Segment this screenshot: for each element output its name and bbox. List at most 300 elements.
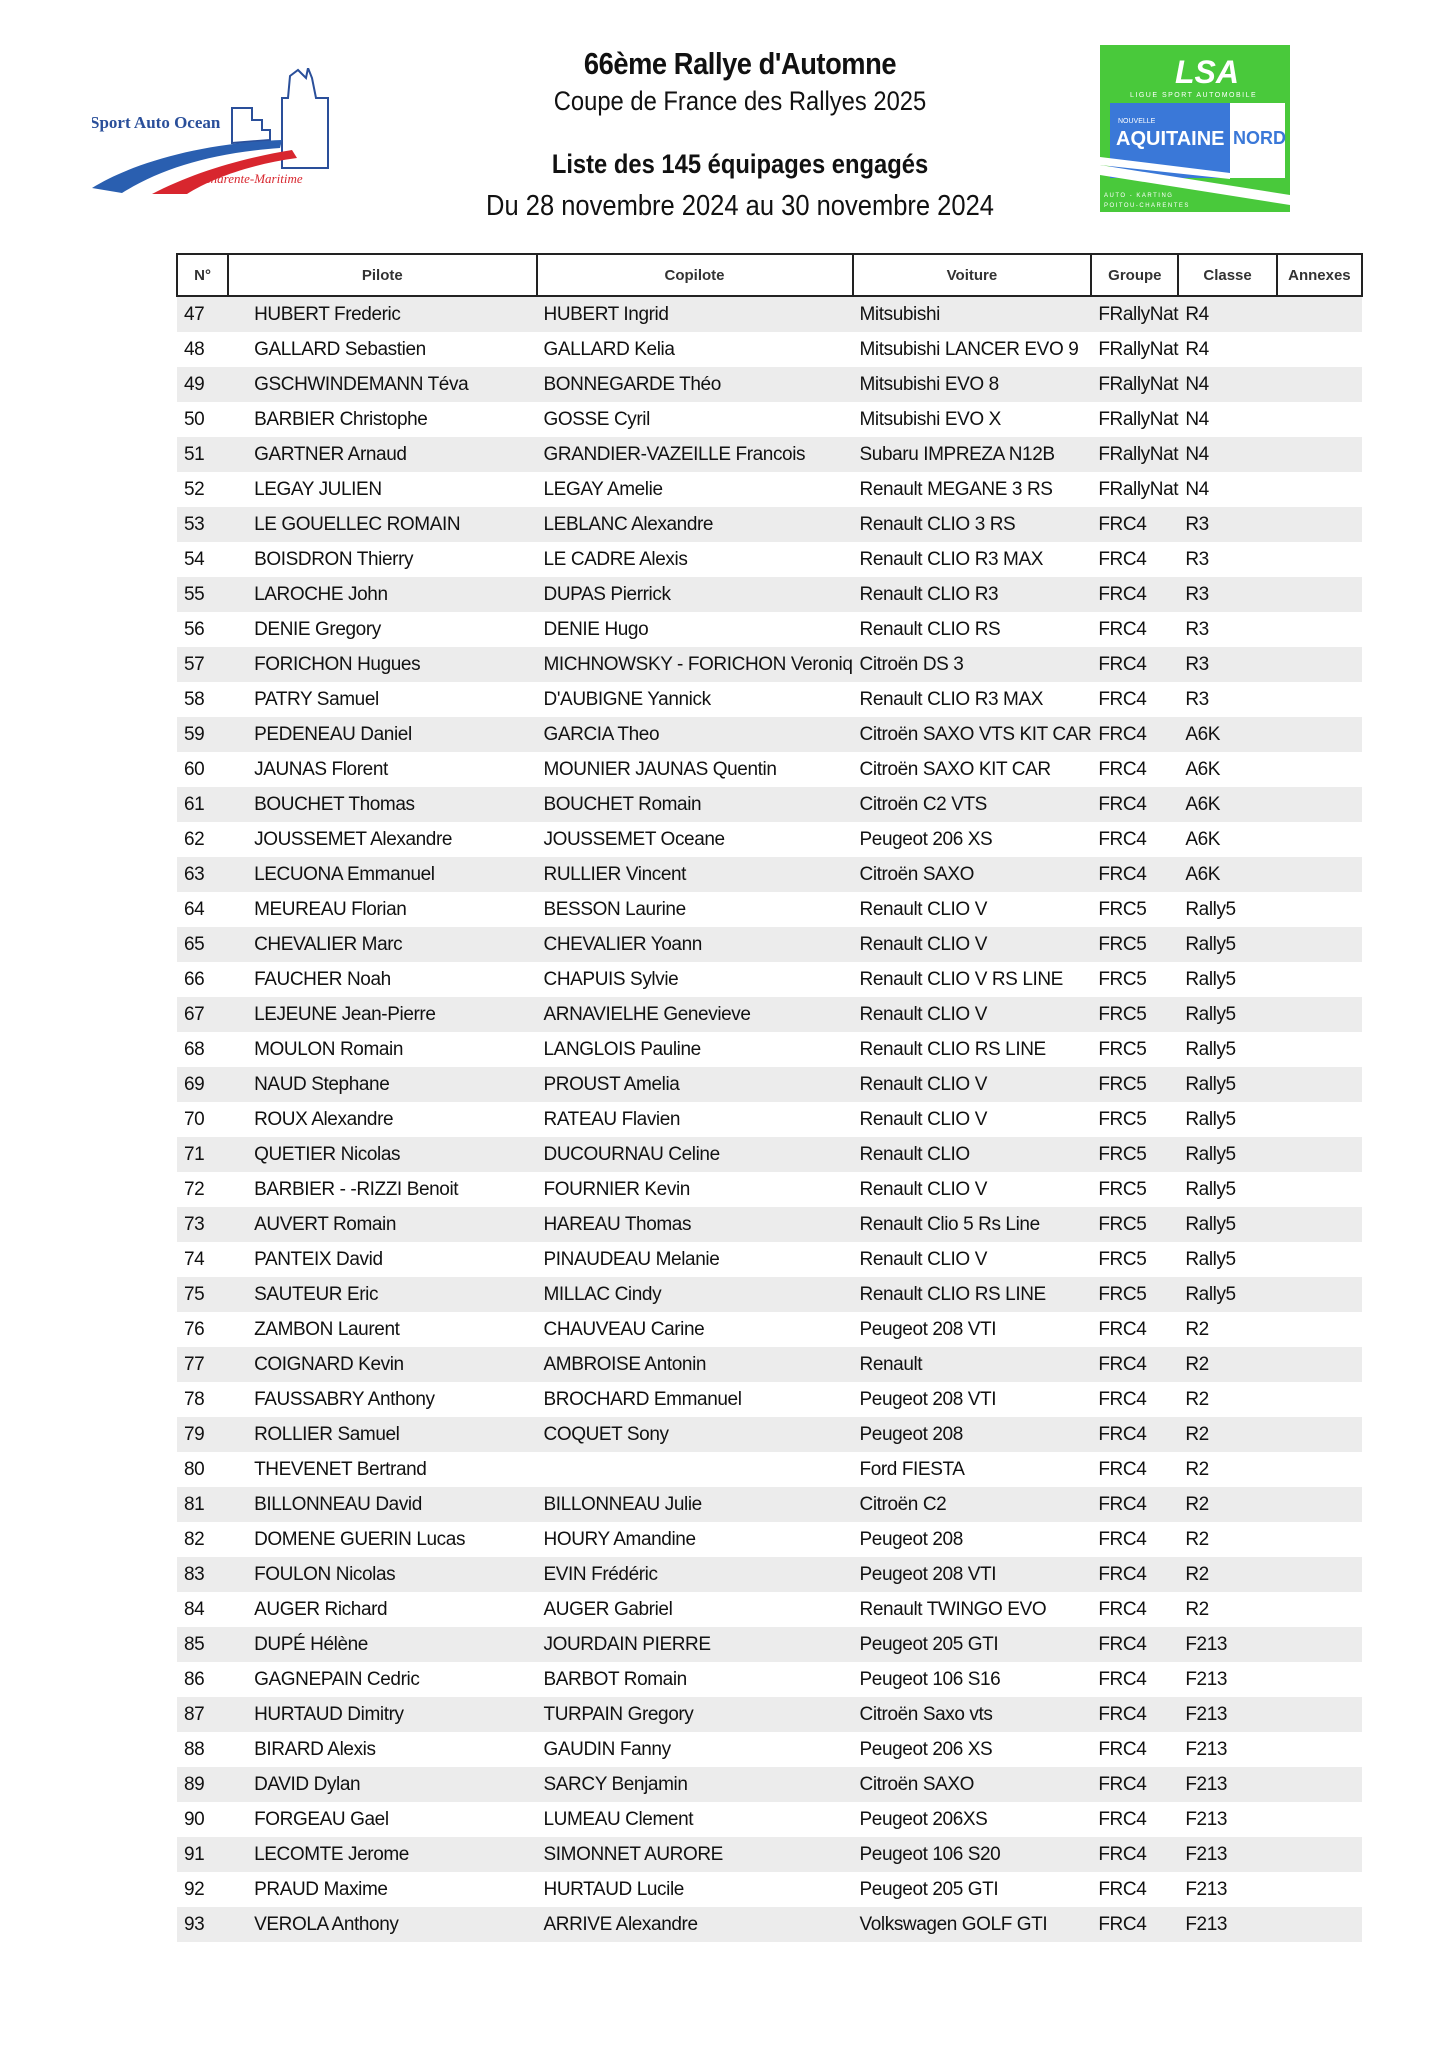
event-dates: Du 28 novembre 2024 au 30 novembre 2024 [486,190,994,222]
table-row [177,1697,1362,1732]
entry-number-cell: 61 [177,787,228,822]
group-cell: FRC5 [1091,1207,1178,1242]
pilote-name-cell: CHEVALIER Marc [228,927,536,962]
car-model-cell: Mitsubishi LANCER EVO 9 [859,338,1079,360]
pilote-name-cell: GAGNEPAIN Cedric [254,1668,420,1690]
car-model-cell: Subaru IMPREZA N12B [853,437,1092,472]
pilote-name-cell: ZAMBON Laurent [254,1318,400,1340]
svg-text:LSA: LSA [1175,54,1239,90]
table-row [177,1522,1362,1557]
table-row [177,1592,1362,1627]
entry-number-cell: 91 [177,1837,228,1872]
group-cell: FRC4 [1098,618,1147,640]
table-row [177,402,1362,437]
annexes-cell [1277,1277,1362,1312]
copilote-name-cell: BOUCHET Romain [537,787,853,822]
annexes-cell [1277,822,1362,857]
car-model-cell: Renault [853,1347,1092,1382]
pilote-name-cell: ROLLIER Samuel [228,1417,536,1452]
pilote-name-cell: NAUD Stephane [228,1067,536,1102]
pilote-name-cell: HURTAUD Dimitry [228,1697,536,1732]
annexes-cell [1277,857,1362,892]
table-row [177,1277,1362,1312]
column-header-pilote: Pilote [228,254,536,296]
class-cell: N4 [1178,437,1276,472]
event-title: 66ème Rallye d'Automne [583,46,897,81]
copilote-name-cell: GALLARD Kelia [543,338,675,360]
entry-number-cell: 59 [177,717,228,752]
car-model-cell: Peugeot 205 GTI [853,1627,1092,1662]
annexes-cell [1277,472,1362,507]
car-model-cell: Renault TWINGO EVO [859,1598,1047,1620]
class-cell: R3 [1185,548,1209,570]
pilote-name-cell: PATRY Samuel [254,688,379,710]
class-cell: Rally5 [1185,1038,1236,1060]
column-header-number: N° [177,254,228,296]
entry-number-cell: 89 [177,1767,228,1802]
copilote-name-cell: LUMEAU Clement [543,1808,694,1830]
column-header-classe: Classe [1178,254,1276,296]
annexes-cell [1277,1067,1362,1102]
annexes-cell [1277,1347,1362,1382]
class-cell: R2 [1178,1557,1276,1592]
car-model-cell: Peugeot 208 [859,1528,963,1550]
pilote-name-cell: LECUONA Emmanuel [228,857,536,892]
car-model-cell: Peugeot 205 GTI [859,1878,999,1900]
entry-number-cell: 65 [177,927,228,962]
copilote-name-cell: CHEVALIER Yoann [537,927,853,962]
car-model-cell: Citroën SAXO [853,1767,1092,1802]
copilote-name-cell: COQUET Sony [537,1417,853,1452]
class-cell: R3 [1178,577,1276,612]
group-cell: FRC4 [1098,548,1147,570]
entry-number-cell: 86 [184,1668,205,1690]
car-model-cell: Citroën C2 [853,1487,1092,1522]
copilote-name-cell: DUPAS Pierrick [537,577,853,612]
sport-auto-ocean-logo [92,68,362,208]
class-cell: Rally5 [1185,1178,1236,1200]
table-row [177,1067,1362,1102]
svg-text:AUTO - KARTING: AUTO - KARTING [1104,193,1174,199]
table-row [177,1102,1362,1137]
annexes-cell [1277,892,1362,927]
column-header-groupe: Groupe [1091,254,1178,296]
copilote-name-cell: BROCHARD Emmanuel [543,1388,742,1410]
car-model-cell: Peugeot 106 S20 [853,1837,1092,1872]
class-cell: Rally5 [1178,1277,1276,1312]
annexes-cell [1277,1487,1362,1522]
entry-number-cell: 82 [184,1528,205,1550]
annexes-cell [1277,647,1362,682]
copilote-name-cell: HAREAU Thomas [537,1207,853,1242]
annexes-cell [1277,962,1362,997]
list-title: Liste des 145 équipages engagés [551,149,929,179]
class-cell: Rally5 [1185,968,1236,990]
class-cell: N4 [1185,478,1209,500]
copilote-name-cell: BONNEGARDE Théo [537,367,853,402]
pilote-name-cell: BARBIER Christophe [254,408,428,430]
table-row [177,682,1362,717]
column-header-voiture: Voiture [853,254,1092,296]
group-cell: FRC4 [1091,1417,1178,1452]
svg-text:NOUVELLE: NOUVELLE [1118,118,1156,125]
group-cell: FRC4 [1098,688,1147,710]
copilote-name-cell: LEGAY Amelie [543,478,663,500]
annexes-cell [1277,1382,1362,1417]
group-cell: FRC4 [1098,1598,1147,1620]
svg-text:POITOU-CHARENTES: POITOU-CHARENTES [1104,203,1190,209]
class-cell: F213 [1185,1878,1228,1900]
annexes-cell [1277,1697,1362,1732]
group-cell: FRC5 [1098,898,1147,920]
table-row [177,296,1362,332]
table-row [177,367,1362,402]
pilote-name-cell: FORICHON Hugues [228,647,536,682]
entry-number-cell: 51 [177,437,228,472]
car-model-cell: Renault CLIO V [853,1067,1092,1102]
class-cell: Rally5 [1178,1207,1276,1242]
class-cell: A6K [1178,857,1276,892]
document-header [440,40,1040,223]
car-model-cell: Renault CLIO V RS LINE [859,968,1063,990]
table-row [177,1487,1362,1522]
group-cell: FRC4 [1098,1458,1147,1480]
entry-number-cell: 78 [184,1388,205,1410]
event-subtitle: Coupe de France des Rallyes 2025 [553,86,927,116]
group-cell: FRallyNat [1091,367,1178,402]
pilote-name-cell: FOULON Nicolas [228,1557,536,1592]
group-cell: FRC4 [1098,1528,1147,1550]
entry-number-cell: 87 [177,1697,228,1732]
group-cell: FRC4 [1098,1318,1147,1340]
car-model-cell: Renault CLIO [853,1137,1092,1172]
entry-number-cell: 83 [177,1557,228,1592]
copilote-name-cell: D'AUBIGNE Yannick [543,688,711,710]
class-cell: R2 [1185,1458,1209,1480]
class-cell: N4 [1178,367,1276,402]
table-row [177,1032,1362,1067]
class-cell: F213 [1185,1668,1228,1690]
group-cell: FRallyNat [1091,296,1178,332]
entry-number-cell: 56 [184,618,205,640]
copilote-name-cell: GAUDIN Fanny [543,1738,671,1760]
group-cell: FRC5 [1091,927,1178,962]
copilote-name-cell: ARNAVIELHE Genevieve [537,997,853,1032]
entry-number-cell: 64 [184,898,205,920]
class-cell: F213 [1178,1627,1276,1662]
table-row [177,1907,1362,1942]
car-model-cell: Renault CLIO V [859,1178,987,1200]
entry-number-cell: 49 [177,367,228,402]
class-cell: Rally5 [1178,997,1276,1032]
pilote-name-cell: VEROLA Anthony [228,1907,536,1942]
annexes-cell [1277,1767,1362,1802]
car-model-cell: Peugeot 208 [853,1417,1092,1452]
entry-number-cell: 70 [184,1108,205,1130]
table-row [177,437,1362,472]
copilote-name-cell: GOSSE Cyril [543,408,650,430]
table-row [177,542,1362,577]
class-cell: Rally5 [1185,1248,1236,1270]
table-row [177,1207,1362,1242]
entry-number-cell: 75 [177,1277,228,1312]
pilote-name-cell: BARBIER - -RIZZI Benoit [254,1178,459,1200]
pilote-name-cell: PRAUD Maxime [254,1878,388,1900]
group-cell: FRC4 [1091,1487,1178,1522]
table-row [177,717,1362,752]
table-row [177,1872,1362,1907]
entry-number-cell: 80 [184,1458,205,1480]
class-cell: R3 [1185,688,1209,710]
annexes-cell [1277,612,1362,647]
table-row [177,1137,1362,1172]
pilote-name-cell: ROUX Alexandre [254,1108,394,1130]
svg-text:LIGUE SPORT AUTOMOBILE: LIGUE SPORT AUTOMOBILE [1130,92,1258,99]
pilote-name-cell: JOUSSEMET Alexandre [254,828,453,850]
car-model-cell: Renault CLIO V [853,997,1092,1032]
copilote-name-cell: HUBERT Ingrid [537,296,853,332]
group-cell: FRC5 [1098,1178,1147,1200]
entry-number-cell: 76 [184,1318,205,1340]
pilote-name-cell: BIRARD Alexis [254,1738,376,1760]
pilote-name-cell: THEVENET Bertrand [254,1458,427,1480]
table-row [177,1767,1362,1802]
class-cell: F213 [1185,1738,1228,1760]
pilote-name-cell: LAROCHE John [228,577,536,612]
class-cell: F213 [1178,1697,1276,1732]
group-cell: FRC4 [1098,1738,1147,1760]
class-cell: R2 [1178,1347,1276,1382]
group-cell: FRC4 [1091,507,1178,542]
copilote-name-cell: AMBROISE Antonin [537,1347,853,1382]
annexes-cell [1277,1592,1362,1627]
entry-number-cell: 72 [184,1178,205,1200]
copilote-name-cell: BESSON Laurine [543,898,686,920]
table-row [177,1662,1362,1697]
class-cell: R2 [1178,1417,1276,1452]
svg-text:AQUITAINE: AQUITAINE [1116,128,1225,150]
group-cell: FRC4 [1091,1767,1178,1802]
car-model-cell: Renault CLIO RS [859,618,1001,640]
entry-number-cell: 55 [177,577,228,612]
car-model-cell: Renault CLIO 3 RS [853,507,1092,542]
entry-number-cell: 47 [177,296,228,332]
entry-list-table [176,253,1363,1942]
annexes-cell [1277,1452,1362,1487]
pilote-name-cell: PANTEIX David [254,1248,383,1270]
entry-number-cell: 50 [184,408,205,430]
pilote-name-cell: GALLARD Sebastien [254,338,426,360]
entry-number-cell: 52 [184,478,205,500]
group-cell: FRallyNat [1091,437,1178,472]
table-row [177,962,1362,997]
car-model-cell: Peugeot 206 XS [859,1738,993,1760]
table-row [177,647,1362,682]
annexes-cell [1277,1032,1362,1067]
car-model-cell: Peugeot 208 VTI [859,1388,997,1410]
table-row [177,507,1362,542]
pilote-name-cell: COIGNARD Kevin [228,1347,536,1382]
class-cell: A6K [1178,787,1276,822]
pilote-name-cell: DUPÉ Hélène [228,1627,536,1662]
entry-number-cell: 92 [184,1878,205,1900]
entry-number-cell: 77 [177,1347,228,1382]
entry-number-cell: 66 [184,968,205,990]
group-cell: FRC4 [1091,717,1178,752]
group-cell: FRC4 [1091,647,1178,682]
annexes-cell [1277,927,1362,962]
annexes-cell [1277,997,1362,1032]
class-cell: R2 [1185,1388,1209,1410]
class-cell: A6K [1185,758,1221,780]
entry-number-cell: 79 [177,1417,228,1452]
entry-number-cell: 69 [177,1067,228,1102]
class-cell: Rally5 [1185,1108,1236,1130]
group-cell: FRC4 [1098,828,1147,850]
car-model-cell: Mitsubishi [853,296,1092,332]
entry-number-cell: 67 [177,997,228,1032]
car-model-cell: Citroën SAXO KIT CAR [859,758,1051,780]
pilote-name-cell: LE GOUELLEC ROMAIN [228,507,536,542]
pilote-name-cell: LECOMTE Jerome [228,1837,536,1872]
entry-number-cell: 85 [177,1627,228,1662]
table-body [177,296,1362,1942]
car-model-cell: Renault MEGANE 3 RS [859,478,1053,500]
class-cell: R2 [1185,1528,1209,1550]
pilote-name-cell: SAUTEUR Eric [228,1277,536,1312]
class-cell: R2 [1185,1598,1209,1620]
car-model-cell: Renault CLIO V [853,927,1092,962]
group-cell: FRallyNat [1098,478,1179,500]
group-cell: FRallyNat [1098,338,1179,360]
annexes-cell [1277,682,1362,717]
copilote-name-cell: PINAUDEAU Melanie [543,1248,720,1270]
car-model-cell: Renault CLIO RS LINE [859,1038,1046,1060]
table-row [177,472,1362,507]
pilote-name-cell: DENIE Gregory [254,618,381,640]
group-cell: FRC4 [1091,787,1178,822]
entry-number-cell: 73 [177,1207,228,1242]
copilote-name-cell: LEBLANC Alexandre [537,507,853,542]
copilote-name-cell: DUCOURNAU Celine [537,1137,853,1172]
annexes-cell [1277,1662,1362,1697]
group-cell: FRC5 [1098,1108,1147,1130]
car-model-cell: Renault CLIO V [859,898,987,920]
pilote-name-cell: FAUCHER Noah [254,968,391,990]
annexes-cell [1277,1312,1362,1347]
table-row [177,1557,1362,1592]
copilote-name-cell: LANGLOIS Pauline [543,1038,701,1060]
car-model-cell: Renault Clio 5 Rs Line [853,1207,1092,1242]
table-row [177,612,1362,647]
copilote-name-cell: HURTAUD Lucile [543,1878,684,1900]
annexes-cell [1277,1242,1362,1277]
annexes-cell [1277,787,1362,822]
svg-text:Charente-Maritime: Charente-Maritime [202,171,303,186]
pilote-name-cell: JAUNAS Florent [254,758,388,780]
car-model-cell: Citroën SAXO VTS KIT CAR [853,717,1092,752]
entry-number-cell: 74 [184,1248,205,1270]
copilote-name-cell: SARCY Benjamin [537,1767,853,1802]
car-model-cell: Renault CLIO V [859,1108,987,1130]
table-row [177,752,1362,787]
annexes-cell [1277,1907,1362,1942]
car-model-cell: Renault CLIO R3 MAX [859,548,1044,570]
group-cell: FRC5 [1098,1038,1147,1060]
car-model-cell: Mitsubishi EVO 8 [853,367,1092,402]
annexes-cell [1277,1207,1362,1242]
group-cell: FRC4 [1098,1808,1147,1830]
group-cell: FRC4 [1091,857,1178,892]
table-row [177,857,1362,892]
copilote-name-cell: MOUNIER JAUNAS Quentin [543,758,777,780]
pilote-name-cell: MOULON Romain [254,1038,404,1060]
copilote-name-cell: GARCIA Theo [537,717,853,752]
car-model-cell: Citroën DS 3 [853,647,1092,682]
annexes-cell [1277,367,1362,402]
annexes-cell [1277,1557,1362,1592]
pilote-name-cell: PEDENEAU Daniel [228,717,536,752]
class-cell: A6K [1185,828,1221,850]
group-cell: FRC4 [1091,577,1178,612]
copilote-name-cell: MILLAC Cindy [537,1277,853,1312]
table-row [177,892,1362,927]
group-cell: FRC5 [1091,1137,1178,1172]
car-model-cell: Renault CLIO R3 MAX [859,688,1044,710]
annexes-cell [1277,1172,1362,1207]
copilote-name-cell: GRANDIER-VAZEILLE Francois [537,437,853,472]
entry-number-cell: 58 [184,688,205,710]
lsa-logo [1100,45,1290,212]
annexes-cell [1277,717,1362,752]
copilote-name-cell: PROUST Amelia [537,1067,853,1102]
copilote-name-cell: CHAUVEAU Carine [543,1318,705,1340]
copilote-name-cell: LE CADRE Alexis [543,548,688,570]
annexes-cell [1277,1137,1362,1172]
pilote-name-cell: DAVID Dylan [228,1767,536,1802]
car-model-cell: Peugeot 208 VTI [853,1557,1092,1592]
copilote-name-cell: SIMONNET AURORE [537,1837,853,1872]
lsa-emblem-icon [1100,45,1290,212]
table-row [177,1242,1362,1277]
table-row [177,997,1362,1032]
copilote-name-cell: RATEAU Flavien [543,1108,681,1130]
class-cell: R3 [1185,618,1209,640]
pilote-name-cell: LEJEUNE Jean-Pierre [228,997,536,1032]
pilote-name-cell: GSCHWINDEMANN Téva [228,367,536,402]
annexes-cell [1277,1802,1362,1837]
copilote-name-cell: HOURY Amandine [543,1528,696,1550]
table-row [177,1347,1362,1382]
car-model-cell: Peugeot 208 VTI [859,1318,997,1340]
copilote-name-cell: RULLIER Vincent [537,857,853,892]
entry-number-cell: 88 [184,1738,205,1760]
group-cell: FRC5 [1098,1248,1147,1270]
table-row [177,927,1362,962]
copilote-name-cell: FOURNIER Kevin [543,1178,690,1200]
group-cell: FRC5 [1098,968,1147,990]
annexes-cell [1277,577,1362,612]
copilote-name-cell: BARBOT Romain [543,1668,687,1690]
car-model-cell: Citroën Saxo vts [853,1697,1092,1732]
car-model-cell: Peugeot 206XS [859,1808,988,1830]
column-header-annexes: Annexes [1277,254,1362,296]
svg-text:NORD: NORD [1233,128,1286,148]
pilote-name-cell: FORGEAU Gael [254,1808,389,1830]
table-row [177,1382,1362,1417]
annexes-cell [1277,1872,1362,1907]
class-cell: F213 [1178,1767,1276,1802]
